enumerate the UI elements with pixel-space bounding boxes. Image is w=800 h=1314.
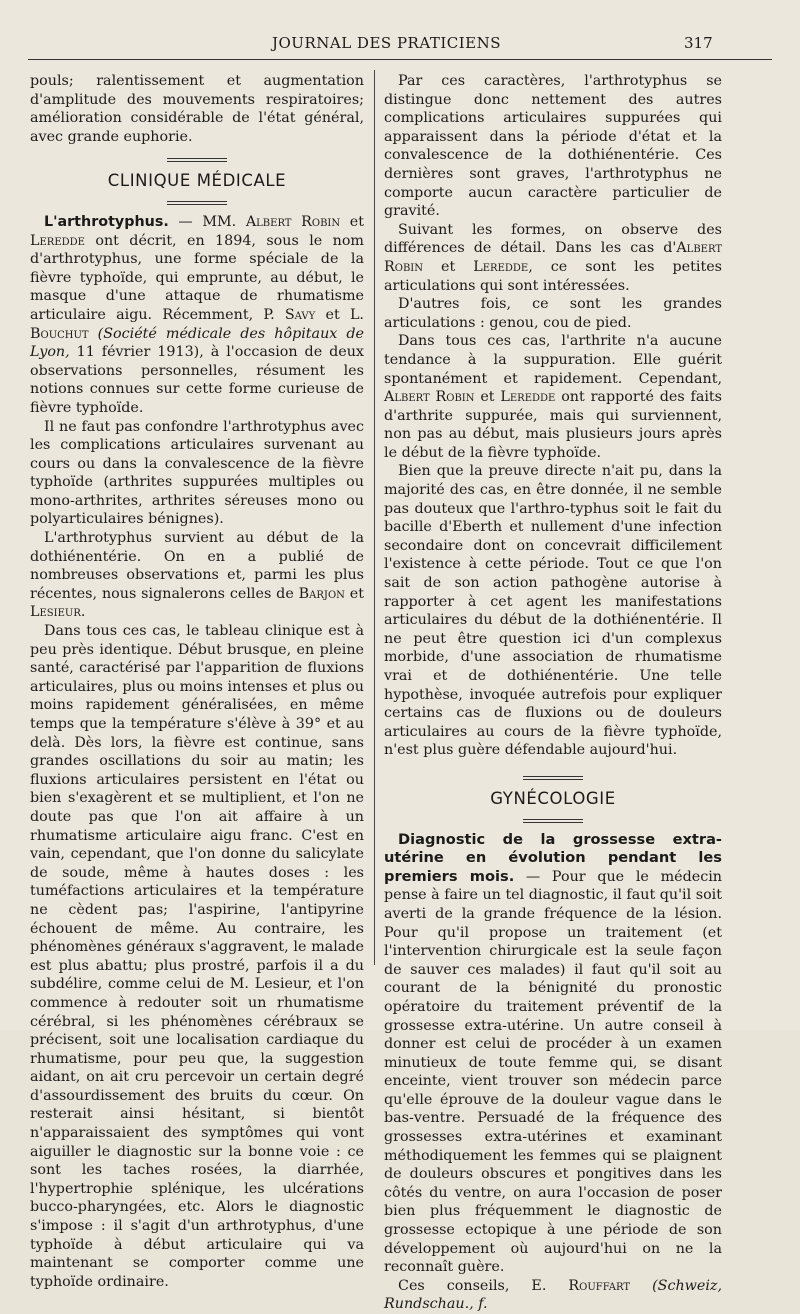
text-run: et: [474, 389, 501, 406]
text-run: .: [80, 604, 86, 621]
text-run: Suivant les formes, on observe des différences de détail. Dans les cas d': [384, 221, 722, 257]
text-run: et: [344, 585, 364, 602]
paragraph: Il ne faut pas confondre l'arthrotyphus avec les complications articulaires survenant au cours ou dans la convalescence de la fièvre typhoïde (arthrites suppurées multiples ou mono-arthrites, arthrites séreuses mono ou polyarticulaires bénignes).: [30, 418, 364, 528]
author-name: Leredde: [500, 389, 556, 406]
author-name: Lesieur: [30, 604, 81, 621]
section-title-gynecologie: GYNÉCOLOGIE: [490, 788, 616, 808]
text-run: — Pour que le médecin pense à faire un tel diagnostic, il faut qu'il soit averti de la grande fréquence de la lésion. Pour qu'il propose un traitement (et l'intervention chirurgicale est la seule façon de sauver ces malades) il faut qu'il soit au courant de la bénignité du pronostic opératoire du traitement préventif de la grossesse extra-utérine. Un autre conseil à donner est celui de procéder à un examen minutieux de toute femme qui, se disant enceinte, vient trouver son médecin parce qu'elle éprouve de la douleur vague dans le bas-ventre. Persuadé de la fréquence des grossesses extra-utérines et examinant méthodiquement les femmes qui se plaignent de douleurs obscures et pongitives dans les côtés du ventre, on aura l'occasion de poser bien plus fréquemment le diagnostic de grossesse ectopique à une période de son développement où aujourd'hui on ne la reconnaît guère.: [384, 868, 722, 1276]
author-name: Rouffart: [568, 1277, 631, 1294]
article-paragraph: [30, 213, 364, 418]
author-name: Albert Robin: [384, 240, 722, 275]
text-run: , ce sont les petites articulations qui sont intéressées.: [384, 258, 723, 294]
paragraph: [384, 332, 722, 462]
intro-paragraph: pouls; ralentissement et augmentation d'amplitude des mouvements respiratoires; amélioration considérable de l'état général, avec grande euphorie.: [30, 73, 364, 145]
text-run: et: [340, 213, 364, 230]
page-number: 317: [684, 34, 713, 52]
paragraph: Dans tous ces cas, le tableau clinique est à peu près identique. Début brusque, en pleine santé, caractérisé par l'apparition de fluxions articulaires, plus ou moins intenses et plus ou moins rapidement généralisées, en même temps que la température s'élève à 39° et au delà. Dès lors, la fièvre est continue, sans grandes oscillations du soir au matin; les fluxions articulaires persistent en l'état ou bien s'exagèrent et se multiplient, et l'on ne doute pas que l'on ait affaire à un rhumatisme articulaire aigu franc. C'est en vain, cependant, que l'on donne du salicylate de soude, même à hautes doses : les tuméfactions articulaires et la température ne cèdent pas; l'aspirine, l'antipyrine échouent de même. Au contraire, les phénomènes généraux s'aggravent, le malade est plus abattu; plus prostré, parfois il a du subdélire, comme celui de M. Lesieur, et l'on commence à redouter soit un rhumatisme cérébral, si les phénomènes cérébraux se précisent, soit une localisation cardiaque du rhumatisme, pour peu que, la suggestion aidant, on ait cru percevoir un certain degré d'assourdissement des bruits du cœur. On resterait ainsi hésitant, si bientôt n'apparaissaient des symptômes qui vont aiguiller le diagnostic sur la bonne voie : ce sont les taches rosées, la diarrhée, l'hypertrophie splénique, les ulcérations bucco-pharyngées, etc. Alors le diagnostic s'impose : il s'agit d'un arthrotyphus, d'une typhoïde à début articulaire qui va maintenant se comporter comme une typhoïde ordinaire.: [30, 623, 364, 1290]
journal-title: JOURNAL DES PRATICIENS: [272, 34, 502, 52]
left-column: [30, 72, 364, 1291]
header-rule: [28, 59, 772, 60]
text-run: et L.: [315, 306, 364, 323]
paragraph: [384, 1277, 722, 1314]
paragraph: Par ces caractères, l'arthrotyphus se distingue donc nettement des autres complications articulaires suppurées qui apparaissent dans la période d'état et la convalescence de la dothiénentérie. Ces dernières sont graves, l'arthrotyphus ne comporte aucun caractère particulier de gravité.: [384, 73, 722, 220]
author-name: Barjon: [298, 585, 345, 602]
text-run: L'arthrotyphus survient au début de la dothiénentérie. On en a publié de nombreuses observations et, parmi les plus récentes, nous signalerons celles de: [30, 530, 364, 602]
paragraph: Bien que la preuve directe n'ait pu, dans la majorité des cas, en être donnée, il ne semble pas douteux que l'arthro-typhus soit le fait du bacille d'Eberth et nullement d'une infection secondaire dont on concevrait difficilement l'existence à cette période. Tout ce que l'on sait de son action pathogène autorise à rapporter à cet agent les manifestations articulaires du début de la dothiénentérie. Il ne peut être question ici d'un complexus morbide, d'une association de rhumatisme vrai et de dothiénentérie. Une telle hypothèse, invoquée autrefois pour expliquer certains cas de fluxions ou de douleurs articulaires au cours de la fièvre typhoïde, n'est plus guère défendable aujourd'hui.: [384, 463, 722, 759]
paragraph: [384, 221, 722, 295]
article-paragraph: [384, 831, 722, 1277]
author-name: Leredde: [473, 258, 529, 275]
author-name: Albert Robin: [245, 213, 341, 230]
paragraph: D'autres fois, ce sont les grandes articulations : genou, cou de pied.: [384, 296, 722, 331]
article-title-grossesse: Diagnostic de la grossesse extra-utérine en évolution pendant les premiers mois.: [384, 830, 722, 885]
text-run: ont rapporté des faits d'arthrite suppurée, mais qui surviennent, non pas au début, mais plusieurs jours après le début de la fièvre typhoïde.: [384, 389, 723, 461]
section-title-clinique: CLINIQUE MÉDICALE: [107, 171, 287, 191]
author-name: Bouchut: [30, 325, 89, 342]
citation: (Société médicale des hôpitaux de Lyon,: [30, 325, 364, 361]
column-divider: [374, 70, 375, 965]
author-name: Savy: [284, 306, 316, 323]
paragraph: [30, 529, 364, 622]
text-run: — MM.: [168, 213, 246, 230]
right-column: [384, 72, 722, 1314]
author-name: Leredde: [30, 232, 85, 249]
text-run: Ces conseils, E.: [398, 1277, 569, 1294]
text-run: ont décrit, en 1894, sous le nom d'arthrotyphus, une forme spéciale de la fièvre typhoïde, qui emprunte, au début, le masque d'une attaque de rhumatisme articulaire aigu. Récemment, P.: [30, 232, 364, 323]
text-run: et: [423, 258, 474, 275]
text-run: 11 février 1913), à l'occasion de deux observations personnelles, résument les notions connues sur cette forme curieuse de fièvre typhoïde.: [30, 344, 364, 416]
citation: (Schweiz, Rundschau., f.: [384, 1277, 723, 1313]
text-run: Dans tous ces cas, l'arthrite n'a aucune tendance à la suppuration. Elle guérit spontanément et rapidement. Cependant,: [384, 333, 722, 387]
article-title-arthrotyphus: L'arthrotyphus.: [44, 213, 169, 230]
author-name: Albert Robin: [384, 389, 475, 406]
running-head: [0, 34, 800, 54]
